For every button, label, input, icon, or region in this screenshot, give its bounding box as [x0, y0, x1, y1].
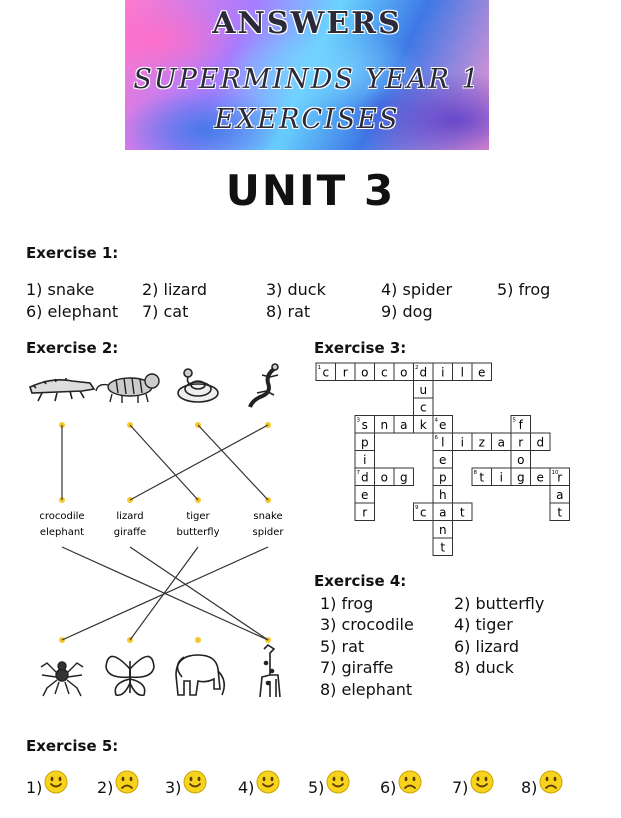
- sad-face-icon: [115, 770, 139, 794]
- ex4-answer: 5) rat: [320, 637, 365, 656]
- crossword-clue-number: 5: [512, 417, 516, 424]
- crossword-clue-number: 6: [434, 435, 438, 441]
- ex1-answer: 5) frog: [497, 280, 551, 299]
- crossword-letter: i: [441, 365, 445, 380]
- crossword-letter: r: [362, 505, 368, 520]
- emoji-answer-label: 1): [26, 778, 43, 797]
- ex4-answer: 8) elephant: [320, 680, 413, 699]
- crossword-letter: t: [440, 540, 446, 555]
- giraffe-icon: [260, 645, 280, 697]
- crossword-clue-number: 10: [551, 470, 559, 476]
- crossword-letter: a: [439, 505, 447, 520]
- crossword-clue-number: 4: [434, 417, 438, 424]
- emoji-answer-label: 3): [165, 778, 182, 797]
- crossword-letter: g: [399, 470, 408, 485]
- butterfly-icon: [106, 656, 154, 695]
- crossword-letter: i: [499, 470, 503, 485]
- ex1-answer: 7) cat: [142, 302, 189, 321]
- ex1-answer: 8) rat: [266, 302, 311, 321]
- ex4-answer: 6) lizard: [454, 637, 520, 656]
- bottom-matching-lines: [62, 547, 268, 640]
- crossword-clue-number: 2: [415, 365, 419, 371]
- ex1-answer: 2) lizard: [142, 280, 208, 299]
- emoji-answer-item: [308, 770, 350, 797]
- crossword-letter: r: [557, 470, 563, 485]
- ex4-answer: 8) duck: [454, 658, 514, 677]
- ex4-answer: 1) frog: [320, 594, 374, 613]
- crossword-letter: l: [460, 365, 464, 380]
- crossword-letter: e: [439, 418, 447, 432]
- emoji-answer-label: 4): [238, 778, 255, 797]
- crossword-letter: o: [380, 470, 388, 485]
- crossword-grid: [315, 362, 575, 558]
- crossword-letter: e: [536, 470, 544, 485]
- crossword-letter: t: [557, 505, 563, 520]
- crossword-letter: r: [518, 435, 524, 450]
- word-row1-0: crocodile: [39, 511, 85, 522]
- header-exercises: EXERCISES: [214, 104, 400, 135]
- emoji-answer-item: [97, 770, 139, 797]
- crossword-letter: u: [419, 383, 428, 397]
- exercise1-title: Exercise 1:: [26, 244, 119, 262]
- word-row1-1: lizard: [116, 511, 144, 522]
- crossword-letter: g: [516, 470, 525, 485]
- ex4-answer: 2) butterfly: [454, 594, 545, 613]
- tiger-icon: [96, 374, 159, 403]
- word-row2-0: elephant: [39, 527, 85, 538]
- word-row2-2: butterfly: [176, 527, 220, 538]
- crossword-letter: c: [419, 505, 427, 520]
- sad-face-icon: [539, 770, 563, 794]
- emoji-answer-item: [238, 770, 280, 797]
- word-row1-3: snake: [253, 511, 283, 522]
- word-row2-3: spider: [252, 527, 284, 538]
- crossword-clue-number: 7: [356, 470, 360, 476]
- crossword-clue-number: 8: [473, 470, 477, 476]
- exercise5-title: Exercise 5:: [26, 737, 119, 755]
- crossword-letter: r: [342, 365, 348, 380]
- crossword-letter: t: [459, 505, 465, 520]
- word-row2-1: giraffe: [113, 527, 147, 538]
- crocodile-icon: [30, 378, 94, 401]
- emoji-answer-item: [521, 770, 563, 797]
- header-banner: [125, 0, 489, 150]
- emoji-answer-item: [380, 770, 422, 797]
- ex4-answer: 3) crocodile: [320, 615, 414, 634]
- crossword-letter: s: [361, 418, 368, 432]
- matching-exercise: [0, 355, 310, 705]
- unit-title: UNIT 3: [225, 166, 396, 215]
- crossword-letter: p: [360, 435, 369, 450]
- happy-face-icon: [44, 770, 68, 794]
- crossword-letter: d: [536, 435, 545, 450]
- crossword-letter: z: [478, 435, 485, 450]
- snake-icon: [178, 369, 218, 402]
- happy-face-icon: [326, 770, 350, 794]
- crossword-letter: h: [438, 488, 447, 502]
- crossword-clue-number: 9: [415, 505, 419, 511]
- elephant-icon: [176, 655, 224, 695]
- crossword-letter: f: [518, 418, 523, 432]
- ex4-answer: 4) tiger: [454, 615, 513, 634]
- crossword-letter: o: [517, 453, 525, 467]
- happy-face-icon: [183, 770, 207, 794]
- happy-face-icon: [256, 770, 280, 794]
- crossword-letter: l: [441, 435, 445, 450]
- crossword-letter: o: [361, 365, 369, 380]
- crossword-clue-number: 1: [317, 365, 321, 371]
- happy-face-icon: [470, 770, 494, 794]
- crossword-letter: n: [438, 523, 447, 537]
- ex1-answer: 3) duck: [266, 280, 326, 299]
- lizard-icon: [250, 364, 278, 407]
- word-row1-2: tiger: [186, 511, 210, 522]
- crossword-letter: i: [363, 453, 367, 467]
- crossword-letter: d: [360, 470, 369, 485]
- emoji-answer-label: 2): [97, 778, 114, 797]
- emoji-answer-label: 6): [380, 778, 397, 797]
- emoji-answer-item: [452, 770, 494, 797]
- crossword-letter: e: [361, 488, 369, 502]
- crossword-letter: p: [438, 470, 447, 485]
- emoji-answer-label: 5): [308, 778, 325, 797]
- emoji-answer-label: 7): [452, 778, 469, 797]
- crossword-letter: t: [479, 470, 485, 485]
- top-matching-lines: [62, 425, 268, 500]
- exercise3-title: Exercise 3:: [314, 339, 407, 357]
- sad-face-icon: [398, 770, 422, 794]
- ex1-answer: 6) elephant: [26, 302, 119, 321]
- crossword-letter: a: [556, 488, 564, 502]
- ex1-answer: 1) snake: [26, 280, 95, 299]
- ex1-answer: 9) dog: [381, 302, 433, 321]
- crossword-letter: e: [478, 365, 486, 380]
- crossword-letter: k: [419, 418, 427, 432]
- emoji-answers: [0, 766, 621, 806]
- emoji-answer-item: [165, 770, 207, 797]
- star-marks: [59, 422, 271, 643]
- crossword-letter: e: [439, 453, 447, 467]
- ex1-answer: 4) spider: [381, 280, 453, 299]
- header-superminds: SUPERMINDS YEAR 1: [133, 64, 481, 95]
- crossword-letter: i: [460, 435, 464, 450]
- exercise2-title: Exercise 2:: [26, 339, 119, 357]
- crossword-letter: d: [419, 365, 428, 380]
- crossword-letter: c: [380, 365, 388, 380]
- emoji-answer-label: 8): [521, 778, 538, 797]
- crossword-letter: a: [400, 418, 408, 432]
- crossword-letter: c: [322, 365, 330, 380]
- crossword-letter: a: [497, 435, 505, 450]
- emoji-answer-item: [26, 770, 68, 797]
- crossword-clue-number: 3: [356, 417, 360, 424]
- crossword-letter: n: [380, 418, 389, 432]
- header-answers: ANSWERS: [212, 6, 402, 41]
- crossword-letter: o: [400, 365, 408, 380]
- exercise4-title: Exercise 4:: [314, 572, 407, 590]
- ex4-answer: 7) giraffe: [320, 658, 394, 677]
- spider-icon: [41, 662, 83, 696]
- crossword-letter: c: [419, 400, 427, 415]
